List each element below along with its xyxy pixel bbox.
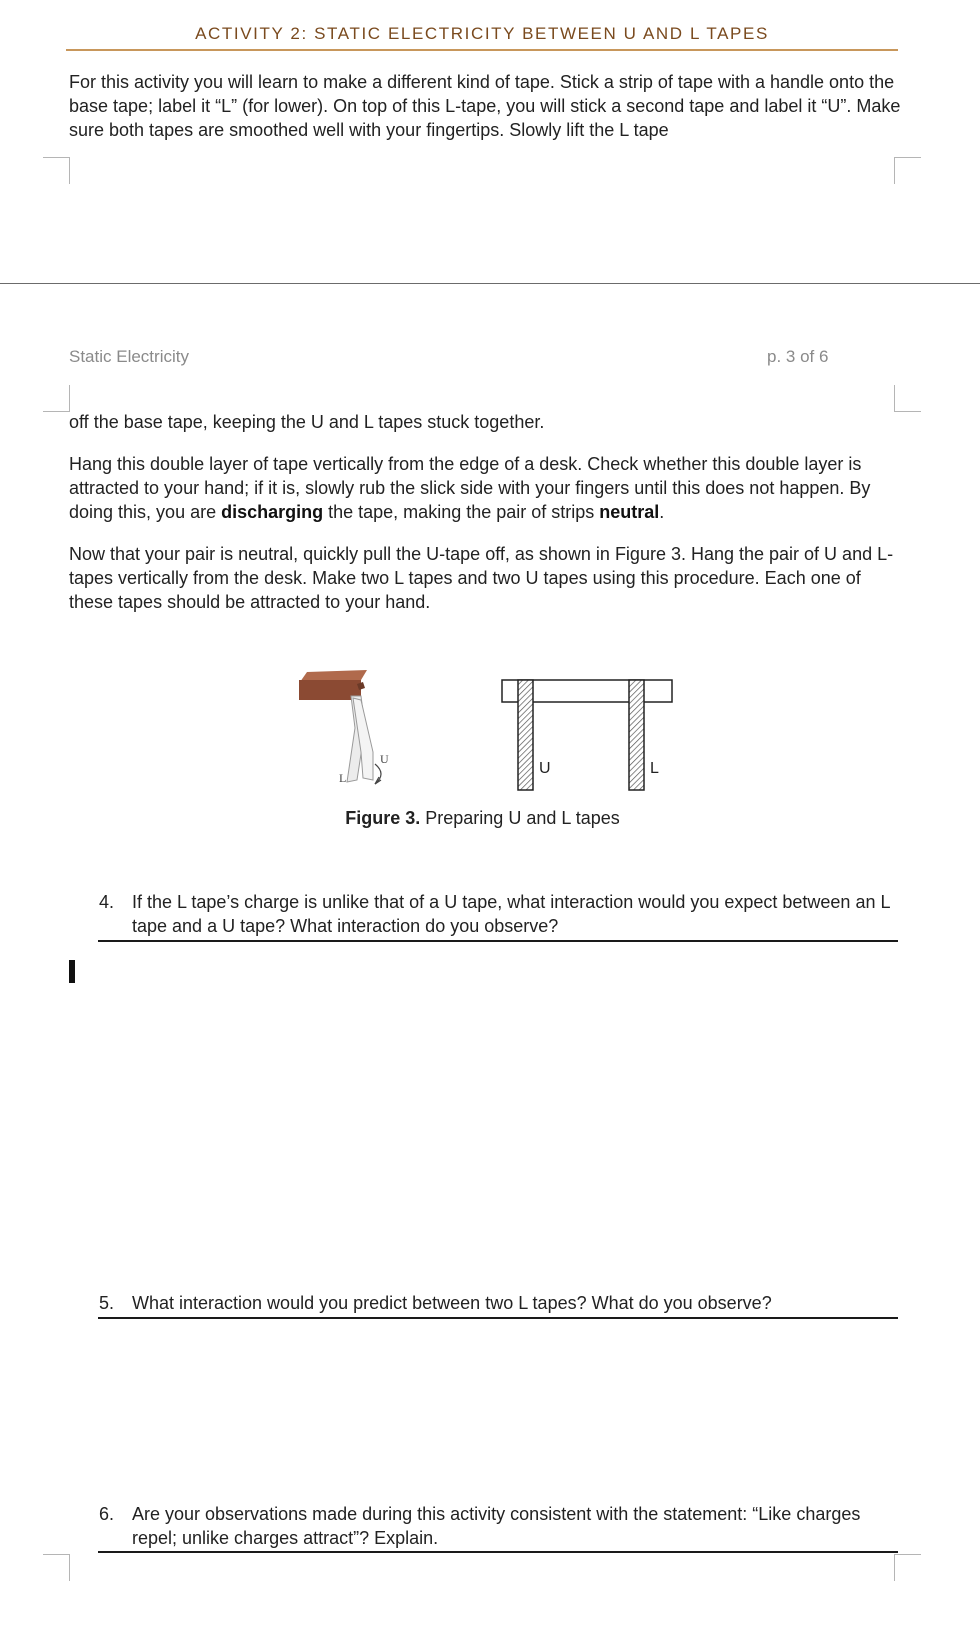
crop-mark-header-right: [894, 385, 921, 412]
figure-caption: Figure 3. Preparing U and L tapes: [345, 808, 620, 828]
answer-line-5: [98, 1317, 898, 1319]
activity-heading: ACTIVITY 2: STATIC ELECTRICITY BETWEEN U AND L TAPES: [195, 24, 769, 43]
procedure-paragraph: Now that your pair is neutral, quickly pull the U-tape off, as shown in Figure 3. Hang the pair of U and L-tapes vertically from the desk. Make two L tapes and two U tapes using this procedure. Each one of these tapes should be attracted to your hand.: [69, 544, 894, 612]
answer-line-4: [98, 940, 898, 942]
discharge-paragraph: Hang this double layer of tape vertically from the edge of a desk. Check whether this double layer is attracted to your hand; if it is, slowly rub the slick side with your fingers until this does not happen. By doing this, you are discharging the tape, making the pair of strips neutral.: [69, 454, 871, 522]
hanging-tapes-diagram: [498, 676, 678, 796]
answer-line-6: [98, 1551, 898, 1553]
page-break: [0, 283, 980, 284]
question-4: 4. If the L tape’s charge is unlike that of a U tape, what interaction would you expect between an L tape and a U tape? What interaction do you observe?: [99, 892, 890, 936]
term-neutral: neutral: [599, 502, 660, 522]
text-cursor[interactable]: [69, 960, 75, 983]
crop-mark-top-right: [894, 157, 921, 184]
header-page-number: p. 3 of 6: [767, 347, 829, 366]
question-5: 5. What interaction would you predict between two L tapes? What do you observe?: [99, 1293, 772, 1313]
continued-paragraph: off the base tape, keeping the U and L tapes stuck together.: [69, 412, 545, 432]
photo-label-l: L: [339, 771, 347, 785]
crop-mark-bottom-left: [43, 1554, 70, 1581]
tape-pull-illustration: [295, 668, 405, 793]
u-tape-hatched: [518, 680, 533, 790]
header-title: Static Electricity: [69, 347, 189, 366]
crop-mark-bottom-right: [894, 1554, 921, 1581]
diagram-label-u: U: [539, 760, 551, 777]
question-6: 6. Are your observations made during this activity consistent with the statement: “Like charges repel; unlike charges attract”? Explain.: [99, 1504, 861, 1548]
term-discharging: discharging: [221, 502, 324, 522]
photo-label-u: U: [380, 752, 389, 766]
l-tape-hatched: [629, 680, 644, 790]
heading-rule: [66, 49, 898, 51]
intro-paragraph: For this activity you will learn to make a different kind of tape. Stick a strip of tape with a handle onto the base tape; label it “L” (for lower). On top of this L-tape, you will stick a second tape and label it “U”. Make sure both tapes are smoothed well with your fingertips. Slowly lift the L tape: [69, 72, 901, 140]
crop-mark-top-left: [43, 157, 70, 184]
crop-mark-header-left: [43, 385, 70, 412]
diagram-label-l: L: [650, 760, 659, 777]
